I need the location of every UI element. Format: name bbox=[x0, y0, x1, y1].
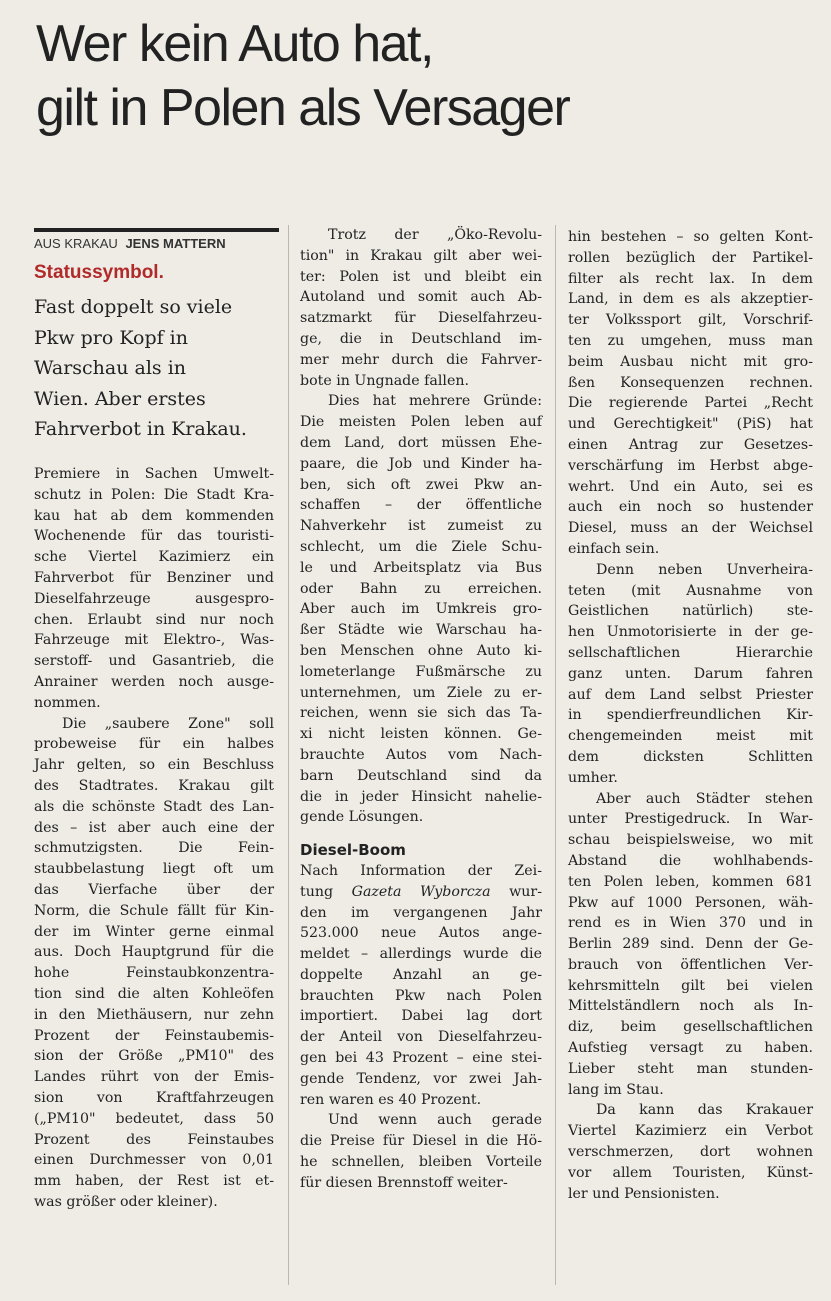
byline bbox=[34, 236, 294, 252]
text-line: Pkw auf 1000 Personen, wäh- bbox=[568, 894, 813, 911]
text-line: umher. bbox=[568, 769, 618, 786]
text-line: lometerlange Fußmärsche zu bbox=[300, 663, 542, 680]
text-line: chen. Erlaubt sind nur noch bbox=[34, 611, 274, 628]
text-line: teten (mit Ausnahme von bbox=[568, 582, 813, 599]
text-line: brauch von öffentlichen Ver- bbox=[568, 956, 813, 973]
text-line: unternehmen, um Ziele zu er- bbox=[300, 684, 542, 701]
text-line: meldet – allerdings wurde die bbox=[300, 946, 542, 963]
text-line: le und Arbeitsplatz via Bus bbox=[300, 559, 542, 576]
text-line: Land, in dem es als akzeptier- bbox=[568, 291, 813, 308]
article-paragraph bbox=[300, 225, 542, 391]
text-line: Norm, die Schule fällt für Kin- bbox=[34, 902, 274, 919]
text-line: wehrt. Und ein Auto, sei es bbox=[568, 478, 813, 495]
text-line: sion von Kraftfahrzeugen bbox=[34, 1089, 274, 1106]
article-paragraph bbox=[34, 714, 274, 1213]
text-line: Lieber steht man stunden- bbox=[568, 1060, 813, 1077]
teaser-line: Fast doppelt so viele bbox=[34, 296, 233, 318]
text-line: Berlin 289 sind. Denn der Ge- bbox=[568, 936, 813, 953]
text-line: probeweise für ein halbes bbox=[34, 736, 274, 753]
kicker: Statussymbol. bbox=[34, 262, 164, 283]
text-line: vor allem Touristen, Künst- bbox=[568, 1164, 813, 1181]
text-line: ten zu umgehen, muss man bbox=[568, 332, 813, 349]
teaser-line: Wien. Aber erstes bbox=[34, 387, 206, 410]
text-line: ben, sich oft zwei Pkw an- bbox=[300, 476, 542, 493]
text-line: einen Antrag zur Gesetzes- bbox=[568, 436, 813, 453]
headline-line: gilt in Polen als Versager bbox=[36, 79, 570, 137]
text-line: unter Prestigedruck. In War- bbox=[568, 811, 813, 828]
text-line: gen bei 43 Prozent – eine stei- bbox=[300, 1050, 542, 1067]
text-line: verschärfung im Herbst abge- bbox=[568, 457, 813, 474]
text-line: für diesen Brennstoff weiter- bbox=[300, 1174, 508, 1191]
text-line: rollen bezüglich der Partikel- bbox=[568, 249, 813, 266]
text-line: Die „saubere Zone" soll bbox=[62, 715, 274, 732]
text-line: ge, die in Deutschland im- bbox=[300, 330, 542, 347]
text-line: Anrainer werden noch ausge- bbox=[34, 673, 274, 690]
text-line: brauchten Pkw nach Polen bbox=[300, 987, 542, 1004]
text-line: Die regierende Partei „Recht bbox=[568, 395, 813, 412]
text-line: ßer Städte wie Warschau ha- bbox=[300, 622, 542, 639]
text-line: sellschaftlichen Hierarchie bbox=[568, 644, 813, 661]
text-line: sion der Größe „PM10" des bbox=[34, 1048, 274, 1065]
text-line: chengemeinden meist mit bbox=[568, 728, 813, 745]
text-line: das Vierfache über der bbox=[34, 881, 274, 898]
text-line: he schnellen, bleiben Vorteile bbox=[300, 1154, 542, 1171]
text-line: des Stadtrates. Krakau gilt bbox=[34, 777, 274, 794]
text-line: filter als recht lax. In dem bbox=[568, 270, 813, 287]
text-line: Viertel Kazimierz ein Verbot bbox=[568, 1123, 813, 1140]
byline-author: JENS MATTERN bbox=[125, 236, 226, 251]
text-line: kehrsmitteln gilt bei vielen bbox=[568, 977, 813, 994]
text-line: was größer oder kleiner). bbox=[34, 1193, 218, 1210]
text-line: hen Unmotorisierte in der ge- bbox=[568, 624, 813, 641]
text-line: auch ein noch so hustender bbox=[568, 499, 813, 516]
text-line: („PM10" bedeutet, dass 50 bbox=[34, 1110, 274, 1127]
text-line: Fahrzeuge mit Elektro-, Was- bbox=[34, 632, 274, 649]
text-line: der Anteil von Dieselfahrzeu- bbox=[300, 1029, 542, 1046]
byline-place: AUS KRAKAU bbox=[34, 236, 118, 251]
text-line: Wochenende für das touristi- bbox=[34, 528, 274, 545]
text-line: ganz unten. Darum fahren bbox=[568, 665, 813, 682]
text-line: ßen Konsequenzen rechnen. bbox=[568, 374, 813, 391]
text-line: hohe Feinstaubkonzentra- bbox=[34, 965, 274, 982]
text-line: Fahrverbot für Benziner und bbox=[34, 569, 274, 586]
article-column-1 bbox=[34, 464, 274, 1213]
text-line: und Gerechtigkeit" (PiS) hat bbox=[568, 416, 813, 433]
article-paragraph bbox=[34, 464, 274, 714]
text-line: Nahverkehr ist zumeist zu bbox=[300, 518, 542, 535]
text-line: reichen, wenn sie sich das Ta- bbox=[300, 705, 542, 722]
text-line: Premiere in Sachen Umwelt- bbox=[34, 466, 274, 482]
subheading: Diesel-Boom bbox=[300, 841, 406, 860]
article-column-3 bbox=[568, 227, 813, 1204]
text-line: gende Lösungen. bbox=[300, 809, 424, 826]
text-line: ter Volkssport gilt, Vorschrif- bbox=[568, 312, 813, 329]
text-line: 523.000 neue Autos ange- bbox=[300, 925, 542, 942]
text-line: Denn neben Unverheira- bbox=[596, 561, 813, 578]
text-line: der im Winter gerne einmal bbox=[34, 923, 274, 940]
article-paragraph bbox=[568, 789, 813, 1101]
text-line: serstoff- und Gasantrieb, die bbox=[34, 653, 274, 670]
text-line: Diesel, muss an der Weichsel bbox=[568, 520, 813, 537]
text-line: in den Miethäusern, nur zehn bbox=[34, 1006, 274, 1023]
text-line: einfach sein. bbox=[568, 540, 660, 557]
text-line: ren waren es 40 Prozent. bbox=[300, 1091, 482, 1108]
text-line: ler und Pensionisten. bbox=[568, 1185, 720, 1202]
text-line: mer mehr durch die Fahrver- bbox=[300, 351, 542, 368]
article-paragraph bbox=[568, 1100, 813, 1204]
column-divider bbox=[555, 225, 556, 1285]
text-line: aus. Doch Hauptgrund für die bbox=[34, 944, 274, 961]
article-column-2 bbox=[300, 225, 542, 1194]
text-line: ben Menschen ohne Auto ki- bbox=[300, 642, 542, 659]
headline bbox=[36, 12, 816, 140]
text-line: Landes rührt von der Emis- bbox=[34, 1069, 274, 1086]
text-line: Und wenn auch gerade bbox=[328, 1112, 542, 1129]
text-line: mm haben, der Rest ist et- bbox=[34, 1173, 274, 1190]
text-line: beim Ausbau nicht mit gro- bbox=[568, 353, 813, 370]
text-line: schlecht, um die Ziele Schu- bbox=[300, 538, 542, 555]
text-line: dem dicksten Schlitten bbox=[568, 748, 813, 765]
text-line: diz, beim gesellschaftlichen bbox=[568, 1019, 813, 1036]
text-line: die in jeder Hinsicht nahelie- bbox=[300, 788, 542, 805]
text-line: Prozent der Feinstaubemis- bbox=[34, 1027, 274, 1044]
text-line: Da kann das Krakauer bbox=[596, 1102, 813, 1119]
text-line: schutz in Polen: Die Stadt Kra- bbox=[34, 486, 274, 503]
text-line: Die meisten Polen leben auf bbox=[300, 414, 542, 431]
text-line: ten Polen leben, kommen 681 bbox=[568, 873, 813, 890]
text-line: importiert. Dabei lag dort bbox=[300, 1008, 542, 1025]
text-line: lang im Stau. bbox=[568, 1081, 664, 1098]
text-line: barn Deutschland sind da bbox=[300, 767, 542, 784]
text-line: als die schönste Stadt des Lan- bbox=[34, 798, 274, 815]
text-line: in spendierfreundlichen Kir- bbox=[568, 707, 813, 724]
byline-rule bbox=[34, 228, 279, 232]
text-line: verschmerzen, dort wohnen bbox=[568, 1144, 813, 1161]
text-line: Jahr gelten, so ein Beschluss bbox=[34, 757, 274, 774]
teaser bbox=[34, 292, 294, 445]
column-divider bbox=[288, 225, 289, 1285]
text-line: Mittelständlern noch als In- bbox=[568, 998, 813, 1015]
text-line: Dies hat mehrere Gründe: bbox=[328, 393, 542, 410]
text-line: Geistlichen natürlich) ste- bbox=[568, 603, 813, 620]
text-line: kau hat ab dem kommenden bbox=[34, 507, 274, 524]
text-line: ter: Polen ist und bleibt ein bbox=[300, 268, 542, 285]
text-line: den im vergangenen Jahr bbox=[300, 904, 542, 921]
text-line: Trotz der „Öko-Revolu- bbox=[328, 227, 542, 243]
text-line: brauchte Autos vom Nach- bbox=[300, 746, 542, 763]
headline-line: Wer kein Auto hat, bbox=[36, 15, 433, 73]
text-line: sche Viertel Kazimierz ein bbox=[34, 549, 274, 566]
text-line: xi nicht leisten können. Ge- bbox=[300, 726, 542, 743]
text-line: paare, die Job und Kinder ha- bbox=[300, 455, 542, 472]
text-line: staubbelastung liegt oft um bbox=[34, 861, 274, 878]
text-line: dem Land, dort müssen Ehe- bbox=[300, 434, 542, 451]
teaser-line: Warschau als in bbox=[34, 357, 187, 379]
text-line: hin bestehen – so gelten Kont- bbox=[568, 229, 813, 245]
text-line: schau beispielsweise, wo mit bbox=[568, 832, 813, 849]
text-line: des – ist aber auch eine der bbox=[34, 819, 274, 836]
article-paragraph bbox=[568, 560, 813, 789]
text-line: rend es in Wien 370 und in bbox=[568, 915, 813, 932]
text-line: bote in Ungnade fallen. bbox=[300, 372, 470, 389]
text-line: Aufstieg versagt zu haben. bbox=[568, 1040, 813, 1057]
text-line: einen Durchmesser von 0,01 bbox=[34, 1152, 274, 1169]
text-line: schmutzigsten. Die Fein- bbox=[34, 840, 274, 857]
text-line: tung Gazeta Wyborcza wur- bbox=[300, 883, 542, 900]
text-line: Aber auch Städter stehen bbox=[596, 790, 813, 807]
text-line: Abstand die wohlhabends- bbox=[568, 852, 813, 869]
text-line: doppelte Anzahl an ge- bbox=[300, 966, 542, 983]
teaser-line: Fahrverbot in Krakau. bbox=[34, 418, 247, 440]
text-line: Aber auch im Umkreis gro- bbox=[300, 601, 542, 618]
text-line: die Preise für Diesel in die Hö- bbox=[300, 1133, 542, 1150]
text-line: Nach Information der Zei- bbox=[300, 862, 542, 879]
text-line: oder Bahn zu erreichen. bbox=[300, 580, 542, 597]
text-line: schaffen – der öffentliche bbox=[300, 497, 542, 514]
text-line: Autoland und somit auch Ab- bbox=[300, 289, 542, 306]
article-paragraph bbox=[300, 391, 542, 828]
text-line: satzmarkt für Dieselfahrzeu- bbox=[300, 310, 542, 327]
teaser-line: Pkw pro Kopf in bbox=[34, 326, 188, 349]
text-line: nommen. bbox=[34, 694, 101, 711]
article-paragraph bbox=[568, 227, 813, 560]
text-line: Prozent des Feinstaubes bbox=[34, 1131, 274, 1148]
text-line: gende Tendenz, vor zwei Jah- bbox=[300, 1070, 542, 1087]
text-line: tion sind die alten Kohleöfen bbox=[34, 985, 274, 1002]
text-line: auf dem Land selbst Priester bbox=[568, 686, 813, 703]
article-paragraph bbox=[300, 1110, 542, 1193]
article-paragraph bbox=[300, 861, 542, 1111]
text-line: tion" in Krakau gilt aber wei- bbox=[300, 247, 542, 264]
text-line: Dieselfahrzeuge ausgespro- bbox=[34, 590, 274, 607]
